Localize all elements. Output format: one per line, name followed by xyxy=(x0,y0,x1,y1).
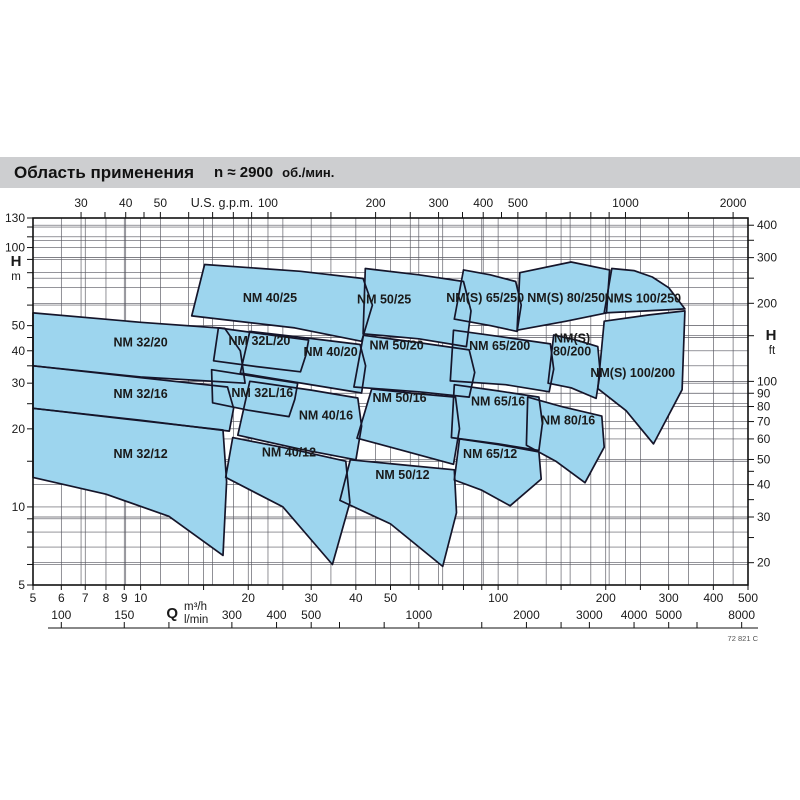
m3h-tick-label: 9 xyxy=(120,591,128,605)
m3h-tick-label: 40 xyxy=(349,591,363,605)
gpm-tick-label: 50 xyxy=(153,196,168,210)
m3h-tick-label: 5 xyxy=(29,591,37,605)
m3h-tick-label: 100 xyxy=(488,591,509,605)
region-label: NMS 100/250 xyxy=(604,291,682,306)
flow-axis-title: Q xyxy=(166,605,178,622)
region-label: NM 65/200 xyxy=(469,339,531,354)
right-axis-unit: ft xyxy=(768,345,776,357)
h-m-tick-label: 30 xyxy=(11,376,25,391)
lmin-ruler xyxy=(48,622,758,628)
m3h-tick-label: 8 xyxy=(102,591,110,605)
h-ft-tick-label: 30 xyxy=(757,510,771,525)
drawing-code: 72 821 C xyxy=(727,634,758,643)
m3h-tick-label: 400 xyxy=(703,591,724,605)
region-label: NM 32L/16 xyxy=(231,385,294,400)
m3h-tick-label: 200 xyxy=(595,591,616,605)
h-m-tick-label: 50 xyxy=(11,318,25,333)
m3h-tick-label: 20 xyxy=(241,591,255,605)
region-label: NM(S) 80/250 xyxy=(527,290,606,305)
m3h-tick-label: 500 xyxy=(737,591,759,605)
left-axis xyxy=(27,218,33,585)
h-ft-tick-label: 20 xyxy=(757,555,771,570)
region-label: NM 50/16 xyxy=(372,390,427,405)
region-label: NM 32L/20 xyxy=(228,334,291,349)
lmin-tick-label: 1000 xyxy=(405,608,433,622)
gpm-tick-label: 30 xyxy=(74,196,88,210)
region-label: NM 65/12 xyxy=(463,446,518,461)
lmin-tick-label: 3000 xyxy=(576,608,603,622)
m3h-tick-label: 7 xyxy=(81,591,89,605)
region-label: NM 50/25 xyxy=(357,292,412,307)
region-label: NM(S) 100/200 xyxy=(590,366,676,381)
gpm-tick-label: 1000 xyxy=(612,196,639,210)
lmin-tick-label: 400 xyxy=(266,608,287,622)
h-ft-tick-label: 200 xyxy=(757,296,778,311)
gpm-tick-label: 40 xyxy=(119,196,133,210)
gpm-tick-label: 100 xyxy=(257,196,278,210)
lmin-tick-label: 4000 xyxy=(620,608,648,622)
lmin-tick-label: 8000 xyxy=(728,608,756,622)
region-label: NM 40/16 xyxy=(298,408,354,423)
right-axis xyxy=(748,225,754,562)
h-ft-tick-label: 60 xyxy=(757,431,771,446)
left-axis-title: H xyxy=(10,253,22,270)
right-axis-title: H xyxy=(765,327,777,344)
h-m-tick-label: 130 xyxy=(4,211,25,225)
left-axis-unit: m xyxy=(11,271,21,283)
region-label: NM 40/12 xyxy=(261,445,317,460)
speed-unit: об./мин. xyxy=(282,165,335,180)
h-ft-tick-label: 50 xyxy=(757,452,771,467)
lmin-tick-label: 500 xyxy=(301,608,322,622)
region-label: NM 32/12 xyxy=(113,446,168,461)
h-ft-tick-label: 400 xyxy=(757,218,778,233)
h-m-tick-label: 20 xyxy=(11,421,25,436)
lmin-tick-label: 2000 xyxy=(513,608,540,622)
region-label: 80/200 xyxy=(552,344,592,359)
region-label: NM 80/16 xyxy=(541,413,596,428)
lmin-tick-label: 100 xyxy=(51,608,72,622)
h-m-tick-label: 40 xyxy=(11,343,25,358)
region-label: NM(S) 65/250 xyxy=(446,290,525,305)
region-label: NM 32/16 xyxy=(113,387,168,402)
h-m-tick-label: 5 xyxy=(18,578,25,592)
h-m-tick-label: 100 xyxy=(4,240,25,255)
h-ft-tick-label: 100 xyxy=(757,374,778,389)
speed-label: n ≈ 2900 xyxy=(214,164,274,181)
gpm-tick-label: 200 xyxy=(365,196,386,210)
lmin-tick-label: 5000 xyxy=(655,608,683,622)
gpm-tick-label: 2000 xyxy=(719,196,747,210)
gpm-tick-label: 500 xyxy=(507,196,528,210)
h-ft-tick-label: 90 xyxy=(757,386,771,401)
h-ft-tick-label: 300 xyxy=(757,250,778,265)
region-label: NM 40/20 xyxy=(303,345,358,360)
page-title: Область применения xyxy=(14,162,195,182)
region-label: NM 50/20 xyxy=(369,338,424,353)
top-axis xyxy=(81,212,733,218)
lmin-tick-label: 300 xyxy=(221,608,242,622)
lmin-tick-label: 150 xyxy=(114,608,135,622)
region-label: NM 50/12 xyxy=(375,467,430,482)
region-label: NM(S) xyxy=(554,331,591,346)
m3h-unit-label: m³/h xyxy=(184,601,207,613)
h-ft-tick-label: 40 xyxy=(757,477,771,492)
gpm-tick-label: 400 xyxy=(473,196,494,210)
m3h-tick-label: 10 xyxy=(133,591,148,605)
bottom-axis xyxy=(33,585,748,590)
gpm-axis-title: U.S. g.p.m. xyxy=(190,196,254,210)
gpm-tick-label: 300 xyxy=(428,196,449,210)
m3h-tick-label: 50 xyxy=(383,591,398,605)
h-ft-tick-label: 70 xyxy=(757,414,771,429)
m3h-tick-label: 30 xyxy=(304,591,318,605)
h-m-tick-label: 10 xyxy=(11,499,25,514)
lmin-unit-label: l/min xyxy=(184,614,209,626)
m3h-tick-label: 300 xyxy=(658,591,679,605)
region-label: NM 40/25 xyxy=(242,290,298,305)
m3h-tick-label: 6 xyxy=(57,591,65,605)
region-label: NM 65/16 xyxy=(471,394,526,409)
region-label: NM 32/20 xyxy=(113,335,168,350)
h-ft-tick-label: 80 xyxy=(757,399,771,414)
pump-region-nm-32-12 xyxy=(33,408,227,555)
